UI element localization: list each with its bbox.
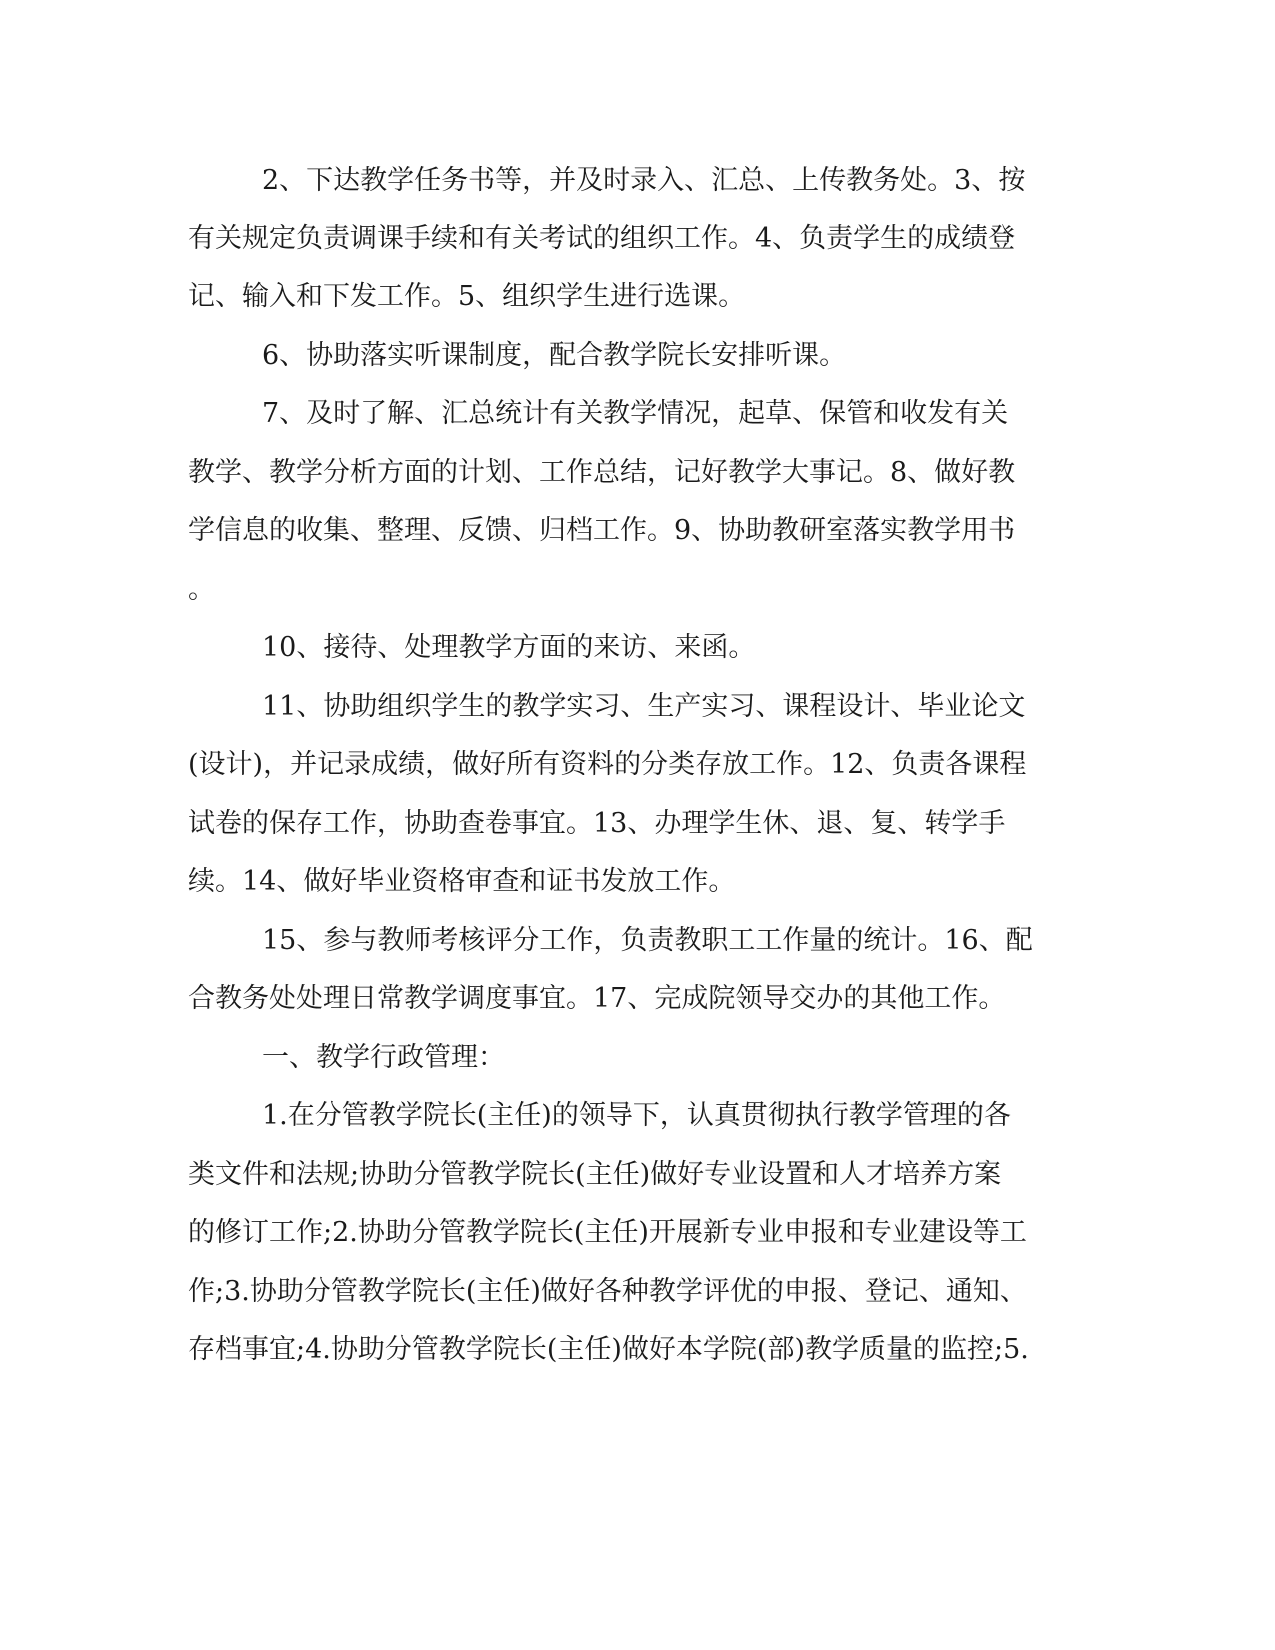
text-line: (设计)，并记录成绩，做好所有资料的分类存放工作。12、负责各课程 xyxy=(188,749,1027,780)
text-line: 2、下达教学任务书等，并及时录入、汇总、上传教务处。3、按 xyxy=(262,165,1026,196)
text-line: 有关规定负责调课手续和有关考试的组织工作。4、负责学生的成绩登 xyxy=(188,223,1016,254)
text-line: 存档事宜;4.协助分管教学院长(主任)做好本学院(部)教学质量的监控;5. xyxy=(188,1334,1029,1365)
text-line: 合教务处处理日常教学调度事宜。17、完成院领导交办的其他工作。 xyxy=(188,983,1006,1014)
text-line: 续。14、做好毕业资格审查和证书发放工作。 xyxy=(188,866,736,897)
text-line: 教学、教学分析方面的计划、工作总结，记好教学大事记。8、做好教 xyxy=(188,457,1016,488)
text-line: 类文件和法规;协助分管教学院长(主任)做好专业设置和人才培养方案 xyxy=(188,1159,1002,1190)
text-line: 7、及时了解、汇总统计有关教学情况，起草、保管和收发有关 xyxy=(262,398,1009,429)
text-line: 学信息的收集、整理、反馈、归档工作。9、协助教研室落实教学用书 xyxy=(188,515,1016,546)
text-line: 11、协助组织学生的教学实习、生产实习、课程设计、毕业论文 xyxy=(262,691,1026,722)
text-line: 1.在分管教学院长(主任)的领导下，认真贯彻执行教学管理的各 xyxy=(262,1100,1011,1131)
text-line: 试卷的保存工作，协助查卷事宜。13、办理学生休、退、复、转学手 xyxy=(188,808,1006,839)
text-line: 记、输入和下发工作。5、组织学生进行选课。 xyxy=(188,281,746,312)
text-line: 的修订工作;2.协助分管教学院长(主任)开展新专业申报和专业建设等工 xyxy=(188,1217,1027,1248)
text-line: 。 xyxy=(188,574,215,605)
text-line: 15、参与教师考核评分工作，负责教职工工作量的统计。16、配 xyxy=(262,925,1033,956)
text-line: 作;3.协助分管教学院长(主任)做好各种教学评优的申报、登记、通知、 xyxy=(188,1276,1027,1307)
text-line: 10、接待、处理教学方面的来访、来函。 xyxy=(262,632,756,663)
section-heading: 一、教学行政管理： xyxy=(262,1042,505,1073)
text-line: 6、协助落实听课制度，配合教学院长安排听课。 xyxy=(262,340,847,371)
